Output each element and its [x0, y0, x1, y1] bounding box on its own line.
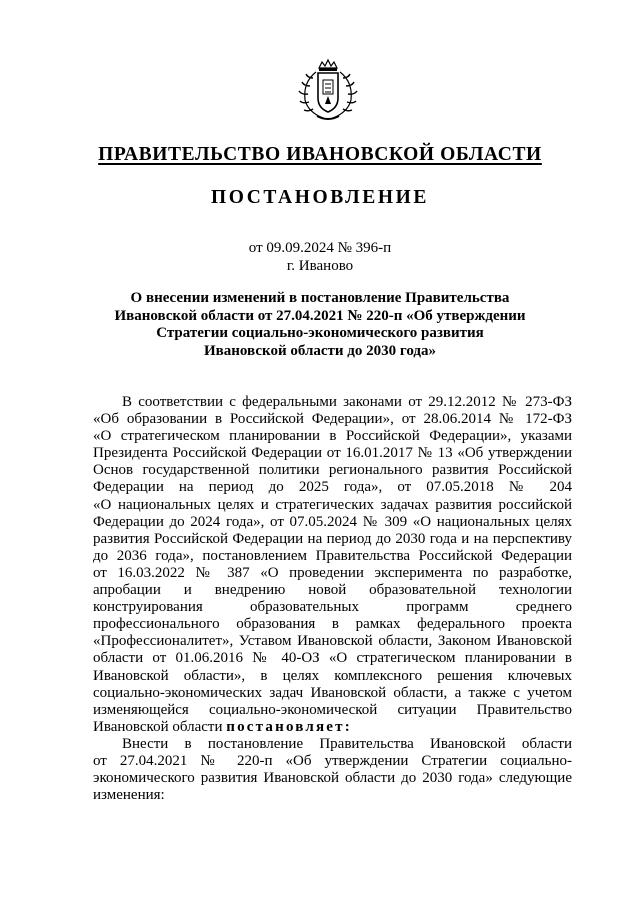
- body-line: изменяющейся социально-экономической ситуации Правительство: [93, 701, 572, 718]
- subject-line: Ивановской области от 27.04.2021 № 220-п «Об утверждении: [114, 307, 526, 324]
- body-line: Ивановской области», в целях комплексного решения ключевых: [93, 667, 572, 684]
- decree-word: постановляет:: [226, 718, 352, 735]
- subject-line: О внесении изменений в постановление Правительства: [130, 290, 510, 306]
- government-title: ПРАВИТЕЛЬСТВО ИВАНОВСКОЙ ОБЛАСТИ: [98, 144, 542, 165]
- subject-line: Стратегии социально-экономического развития: [156, 325, 484, 341]
- body-line: «О национальных целях и стратегических задачах развития российской: [93, 496, 572, 513]
- body-line: от 27.04.2021 № 220-п «Об утверждении Стратегии социально-: [93, 752, 572, 769]
- document-date-number: от 09.09.2024 № 396-п: [248, 240, 392, 256]
- body-line: Внести в постановление Правительства Ивановской области: [122, 735, 572, 752]
- document-type-heading: ПОСТАНОВЛЕНИЕ: [210, 187, 430, 208]
- body-line: Основ государственной политики регионального развития Российской: [93, 462, 572, 479]
- body-line: от 16.03.2022 № 387 «О проведении эксперимента по разработке,: [93, 564, 572, 581]
- document-city: г. Иваново: [286, 258, 354, 274]
- body-line: профессионального образования в рамках федерального проекта: [93, 616, 572, 633]
- body-line: апробации и внедрению новой образовательной технологии: [93, 582, 572, 599]
- body-line: Президента Российской Федерации от 16.01.2017 № 13 «Об утверждении: [93, 445, 572, 462]
- body-line: «Профессионалитет», Уставом Ивановской области, Законом Ивановской: [93, 633, 572, 650]
- document-body: [93, 394, 572, 804]
- body-line: области от 01.06.2016 № 40-ОЗ «О стратегическом планировании в: [93, 650, 572, 667]
- body-line: В соответствии с федеральными законами от 29.12.2012 № 273-ФЗ: [122, 394, 572, 410]
- decree-lead: Ивановской области: [93, 718, 223, 735]
- coat-of-arms-icon: [291, 58, 365, 124]
- body-line: развития Российской Федерации на период до 2030 года и на перспективу: [93, 530, 572, 547]
- body-line: социально-экономических задач Ивановской области, а также с учетом: [93, 684, 572, 701]
- body-line: конструирования образовательных программ среднего: [93, 599, 572, 616]
- body-line: изменения:: [93, 787, 165, 804]
- body-line: Федерации до 2024 года», от 07.05.2024 № 309 «О национальных целях: [93, 513, 572, 530]
- body-line: до 2036 года», постановлением Правительства Российской Федерации: [93, 547, 572, 564]
- body-line: «Об образовании в Российской Федерации», от 28.06.2014 № 172-ФЗ: [93, 411, 572, 428]
- body-line: «О стратегическом планировании в Российской Федерации», указами: [93, 428, 572, 445]
- body-line: экономического развития Ивановской области до 2030 года» следующие: [93, 770, 572, 787]
- document-subject: [90, 290, 550, 360]
- body-line: Федерации на период до 2025 года», от 07.05.2018 № 204: [93, 479, 572, 496]
- subject-line: Ивановской области до 2030 года»: [204, 342, 436, 359]
- decree-line: [93, 719, 572, 736]
